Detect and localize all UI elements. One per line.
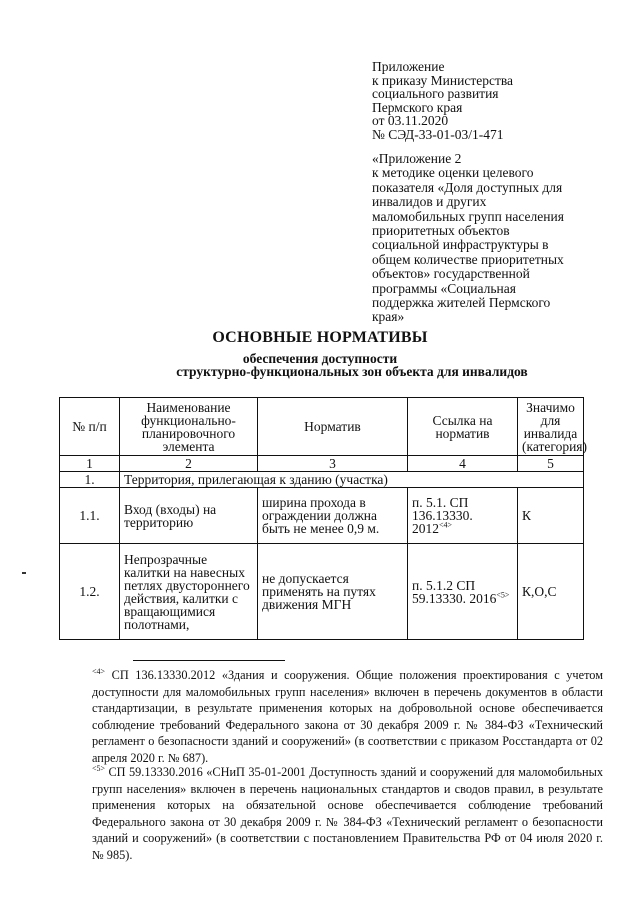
page-title: ОСНОВНЫЕ НОРМАТИВЫ <box>212 329 428 346</box>
footnote-text: СП 59.13330.2016 «СНиП 35-01-2001 Доступность зданий и сооружений для маломобильных групп населения» включен в перечень национальных стандартов и сводов правил, в результате применения которых на обязательной основе обеспечивается соблюдение требований Федерального закона от 30 декабря 2009 г. № 384-ФЗ «Технический регламент о безопасности зданий и сооружений» (в соответствии с постановлением Правительства РФ от 04 июля 2020 г. № 985). <box>92 765 603 862</box>
header-line: Приложение <box>372 59 445 74</box>
col-header-ref: Ссылка на норматив <box>408 398 518 456</box>
footnote-mark: <5> <box>92 763 106 773</box>
appendix-line: поддержка жителей Пермского <box>372 295 551 311</box>
header-line: к приказу Министерства <box>372 72 514 88</box>
appendix-line: маломобильных групп населения <box>372 208 564 224</box>
section-row <box>60 472 584 488</box>
section-label: Территория, прилегающая к зданию (участка) <box>120 472 584 488</box>
ref-footnote-mark: <4> <box>439 520 453 530</box>
row-norm: не допускается применять на путях движения МГН <box>258 544 408 640</box>
row-ref <box>408 544 518 640</box>
row-category: К <box>518 488 584 544</box>
appendix-line: «Приложение 2 <box>372 151 462 166</box>
col-header-category: Значимо для инвалида (категория) <box>518 398 584 456</box>
row-ref <box>408 488 518 544</box>
footnote-4 <box>92 667 603 767</box>
order-header <box>372 60 602 142</box>
index-cell: 3 <box>258 456 408 472</box>
ref-text: п. 5.1. СП 136.13330. 2012 <box>412 495 473 536</box>
appendix-line: общем количестве приоритетных <box>372 251 564 267</box>
row-element: Вход (входы) на территорию <box>120 488 258 544</box>
header-line: от 03.11.2020 <box>372 113 449 129</box>
row-num: 1.1. <box>60 488 120 544</box>
index-cell: 4 <box>408 456 518 472</box>
footnote-text: СП 136.13330.2012 «Здания и сооружения. Общие положения проектирования с учетом доступности для маломобильных групп населения» включен в перечень документов в области стандартизации, в результате применения которых на добровольной основе обеспечивается соблюдение требований Федерального закона от 30 декабря 2009 г. № 384-ФЗ «Технический регламент о безопасности зданий и сооружений» (в соответствии с приказом Росстандарта от 02 апреля 2020 г. № 687). <box>92 668 603 765</box>
appendix-line: программы «Социальная <box>372 280 516 296</box>
norms-table <box>59 397 588 640</box>
table-row <box>60 488 584 544</box>
row-category: К,О,С <box>518 544 584 640</box>
row-norm: ширина прохода в ограждении должна быть не менее 0,9 м. <box>258 488 408 544</box>
page-subtitle-2: структурно-функциональных зон объекта для инвалидов <box>176 364 528 379</box>
row-num: 1.2. <box>60 544 120 640</box>
header-line: Пермского края <box>372 99 463 115</box>
footnote-divider <box>133 660 285 661</box>
section-num: 1. <box>60 472 120 488</box>
page-subtitle-1: обеспечения доступности <box>242 351 398 366</box>
appendix-line: социальной инфраструктуры в <box>372 237 549 253</box>
header-line: социального развития <box>372 86 499 102</box>
row-element: Непрозрачные калитки на навесных петлях двустороннего действия, калитки с вращающимися полотнами, <box>120 544 258 640</box>
appendix-line: приоритетных объектов <box>372 223 510 239</box>
ref-text: п. 5.1.2 СП 59.13330. 2016 <box>412 577 497 606</box>
table-row <box>60 544 584 640</box>
col-header-element: Наименование функционально-планировочного элемента <box>120 398 258 456</box>
appendix-line: показателя «Доля доступных для <box>372 179 563 195</box>
appendix-line: к методике оценки целевого <box>372 165 534 181</box>
appendix-line: инвалидов и других <box>372 194 487 210</box>
header-line: № СЭД-33-01-03/1-471 <box>372 126 504 142</box>
col-header-num: № п/п <box>60 398 120 456</box>
index-cell: 5 <box>518 456 584 472</box>
index-cell: 2 <box>120 456 258 472</box>
col-header-norm: Норматив <box>258 398 408 456</box>
ref-footnote-mark: <5> <box>496 590 510 599</box>
appendix-line: края» <box>372 309 405 325</box>
table-header-row <box>60 398 584 456</box>
footnote-mark: <4> <box>92 666 106 676</box>
index-cell: 1 <box>60 456 120 472</box>
table-index-row <box>60 456 584 472</box>
appendix-header <box>372 152 604 325</box>
appendix-line: объектов» государственной <box>372 266 530 282</box>
margin-mark <box>22 572 26 574</box>
footnote-5 <box>92 764 603 864</box>
